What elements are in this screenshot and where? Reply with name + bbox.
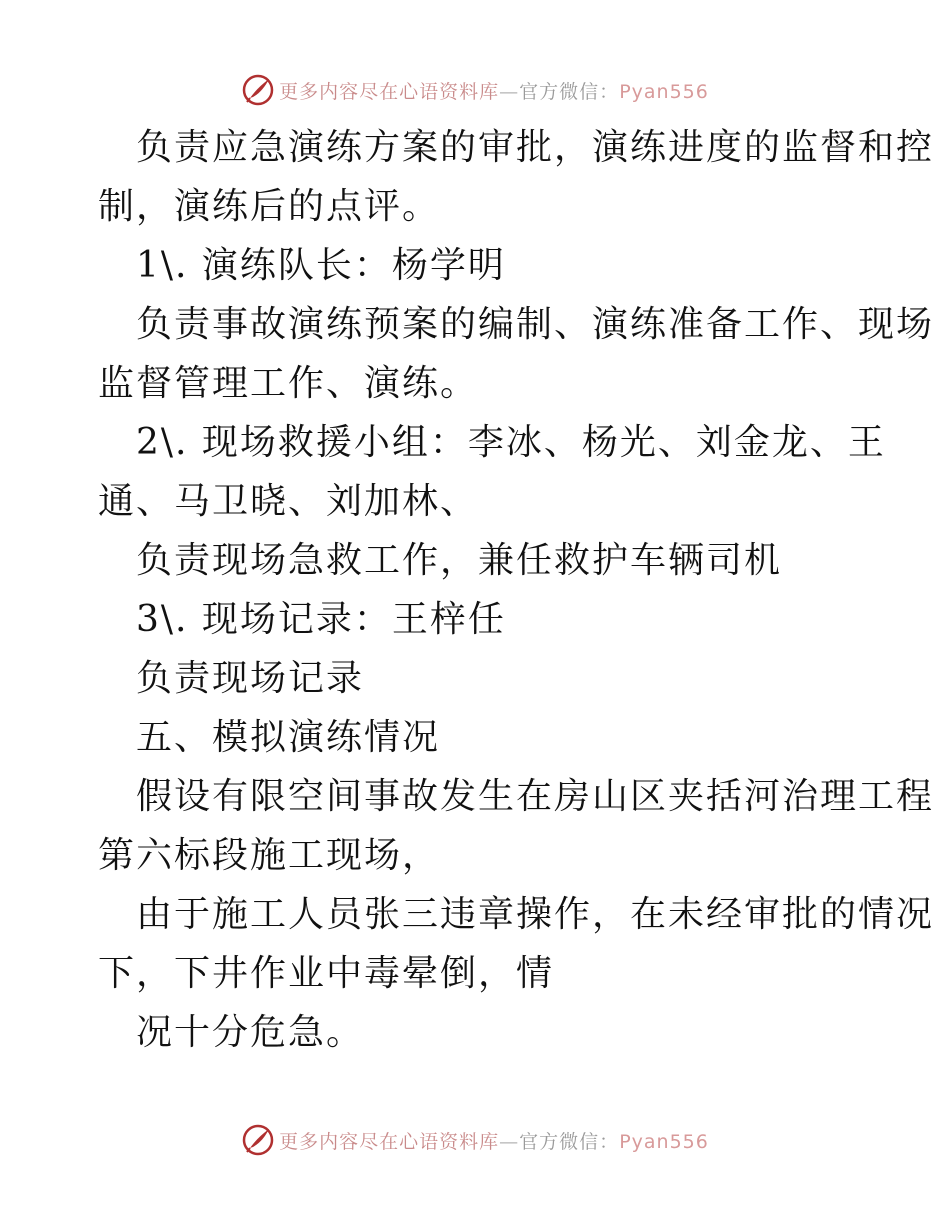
watermark-separator: — [499, 1130, 520, 1153]
text-line: 2\. 现场救援小组：李冰、杨光、刘金龙、王 [136, 422, 886, 463]
watermark-text [279, 77, 709, 104]
document-body [98, 118, 935, 1062]
watermark-wechat-label: 官方微信： [519, 1130, 620, 1153]
text-line: 负责现场记录 [136, 658, 365, 699]
footer-watermark [0, 1120, 950, 1160]
text-line: 假设有限空间事故发生在房山区夹括河治理工程 [136, 776, 935, 817]
text-line: 监督管理工作、演练。 [98, 363, 479, 404]
text-line: 况十分危急。 [136, 1012, 365, 1053]
watermark-wechat-label: 官方微信： [519, 80, 620, 103]
quill-logo-icon [241, 1123, 275, 1157]
header-watermark [0, 70, 950, 110]
watermark-main: 更多内容尽在心语资料库 [279, 80, 500, 103]
text-line: 由于施工人员张三违章操作，在未经审批的情况 [136, 894, 935, 935]
text-line: 3\. 现场记录：王梓任 [136, 599, 506, 640]
text-line: 负责应急演练方案的审批，演练进度的监督和控 [136, 127, 935, 168]
text-line: 1\. 演练队长：杨学明 [136, 245, 506, 286]
text-line: 制，演练后的点评。 [98, 186, 441, 227]
text-line: 负责现场急救工作，兼任救护车辆司机 [136, 540, 783, 581]
watermark-wechat-id: Pyan556 [619, 1130, 709, 1153]
text-line: 第六标段施工现场， [98, 835, 441, 876]
text-line: 负责事故演练预案的编制、演练准备工作、现场 [136, 304, 935, 345]
watermark-separator: — [499, 80, 520, 103]
quill-logo-icon [241, 73, 275, 107]
text-line: 通、马卫晓、刘加林、 [98, 481, 479, 522]
watermark-wechat-id: Pyan556 [619, 80, 709, 103]
text-line: 五、模拟演练情况 [136, 717, 441, 758]
watermark-text [279, 1127, 709, 1154]
text-line: 下，下井作业中毒晕倒，情 [98, 953, 555, 994]
watermark-main: 更多内容尽在心语资料库 [279, 1130, 500, 1153]
